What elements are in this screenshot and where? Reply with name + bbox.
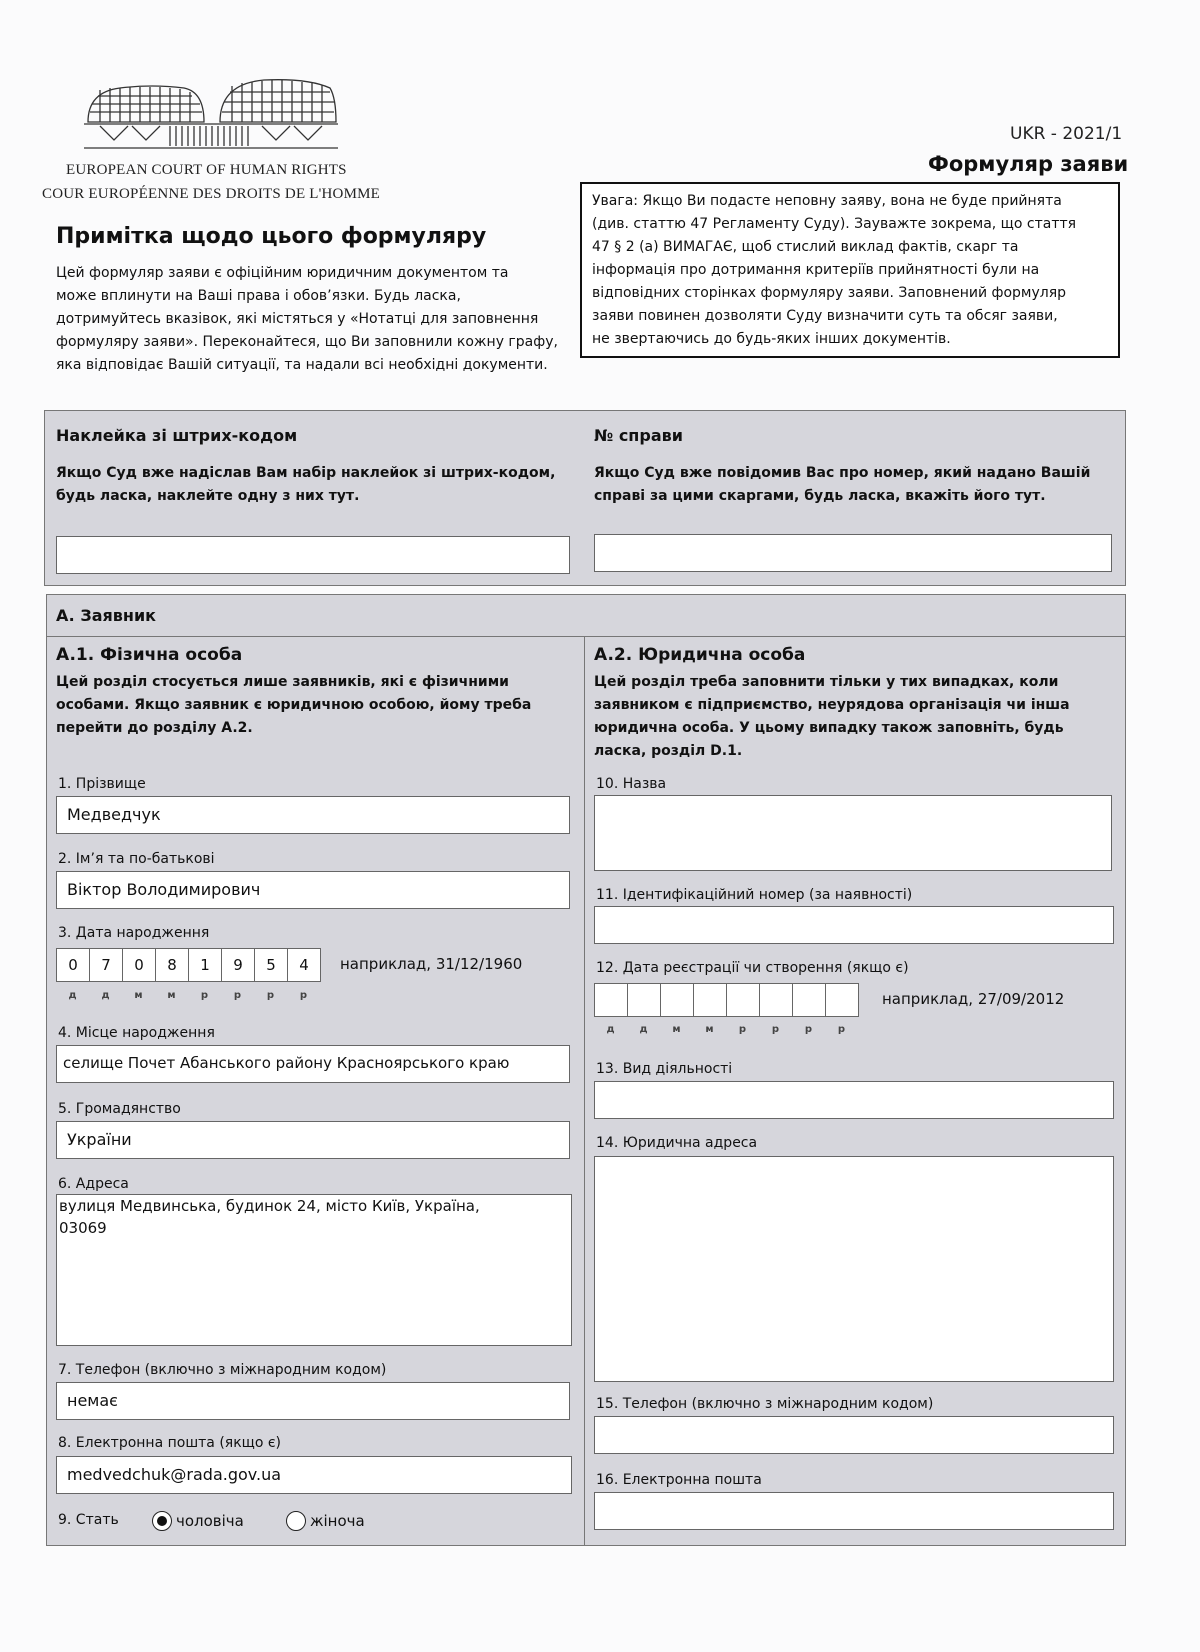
warning-line: 47 § 2 (a) ВИМАГАЄ, щоб стислий виклад фактів, скарг та: [592, 239, 1019, 255]
warning-line: не звертаючись до будь-яких інших документів.: [592, 331, 951, 347]
date-legend-letter: р: [233, 990, 242, 1001]
sex-male-option[interactable]: [152, 1510, 244, 1531]
date-legend-letter: м: [705, 1024, 714, 1035]
org-email-label: 16. Електронна пошта: [596, 1472, 762, 1488]
given-names-label: 2. Ім’я та по-батькові: [58, 851, 215, 867]
birth-date-digit[interactable]: 4: [287, 948, 321, 982]
org-date-digit[interactable]: [792, 983, 826, 1017]
birth-date-label: 3. Дата народження: [58, 925, 210, 941]
birth-date-boxes[interactable]: [56, 948, 320, 982]
sex-female-option[interactable]: [286, 1510, 365, 1531]
reg-address-field[interactable]: [594, 1156, 1114, 1382]
section-a-header-divider: [46, 636, 1126, 637]
section-a-title: A. Заявник: [56, 606, 157, 625]
address-line: вулиця Медвинська, будинок 24, місто Київ, Україна,: [59, 1197, 480, 1215]
org-date-digit[interactable]: [660, 983, 694, 1017]
radio-empty-icon[interactable]: [286, 1511, 306, 1531]
email-field[interactable]: [56, 1456, 572, 1494]
court-name-en: EUROPEAN COURT OF HUMAN RIGHTS: [66, 162, 347, 178]
phone-field[interactable]: [56, 1382, 570, 1420]
case-number-title: № справи: [594, 426, 683, 445]
phone-value: немає: [67, 1391, 118, 1410]
given-names-field[interactable]: [56, 871, 570, 909]
barcode-line: Якщо Суд вже надіслав Вам набір наклейок зі штрих-кодом,: [56, 465, 556, 481]
warning-line: відповідних сторінках формуляру заяви. Заповнений формуляр: [592, 285, 1067, 301]
org-date-digit[interactable]: [759, 983, 793, 1017]
date-legend-letter: р: [200, 990, 209, 1001]
org-phone-field[interactable]: [594, 1416, 1114, 1454]
address-label: 6. Адреса: [58, 1176, 129, 1192]
org-email-field[interactable]: [594, 1492, 1114, 1530]
date-legend-letter: р: [299, 990, 308, 1001]
birth-date-example: наприклад, 31/12/1960: [340, 955, 523, 973]
a2-text-line: заявником є підприємство, неурядова організація чи інша: [594, 697, 1070, 713]
date-legend-letter: м: [167, 990, 176, 1001]
birth-date-digit[interactable]: 8: [155, 948, 189, 982]
case-number-field[interactable]: [594, 534, 1112, 572]
date-legend-letter: д: [639, 1024, 648, 1035]
warning-line: (див. статтю 47 Регламенту Суду). Зауважте зокрема, що стаття: [592, 216, 1077, 232]
sex-female-label: жіноча: [310, 1511, 365, 1530]
date-legend-letter: м: [672, 1024, 681, 1035]
date-legend-letter: р: [771, 1024, 780, 1035]
barcode-text: [56, 462, 576, 508]
date-legend-letter: д: [606, 1024, 615, 1035]
note-title: Примітка щодо цього формуляру: [56, 224, 487, 249]
org-date-digit[interactable]: [726, 983, 760, 1017]
org-date-boxes[interactable]: [594, 983, 858, 1017]
org-date-digit[interactable]: [825, 983, 859, 1017]
org-date-digit[interactable]: [594, 983, 628, 1017]
sex-label: 9. Стать: [58, 1512, 119, 1528]
note-line: дотримуйтесь вказівок, які містяться у «Нотатці для заповнення: [56, 311, 539, 327]
nationality-field[interactable]: [56, 1121, 570, 1159]
note-line: яка відповідає Вашій ситуації, та надали всі необхідні документи.: [56, 357, 548, 373]
a2-title: A.2. Юридична особа: [594, 645, 806, 665]
note-line: може вплинути на Ваші права і обов’язки. Будь ласка,: [56, 288, 461, 304]
warning-line: інформація про дотримання критеріїв прийнятності були на: [592, 262, 1040, 278]
date-legend-letter: р: [837, 1024, 846, 1035]
address-field[interactable]: [56, 1194, 572, 1346]
a2-text: [594, 671, 1114, 763]
a1-text-line: перейти до розділу A.2.: [56, 720, 253, 736]
org-date-digit[interactable]: [693, 983, 727, 1017]
activity-field[interactable]: [594, 1081, 1114, 1119]
activity-label: 13. Вид діяльності: [596, 1061, 733, 1077]
address-line: 03069: [59, 1219, 107, 1237]
date-legend-letter: м: [134, 990, 143, 1001]
birth-date-digit[interactable]: 0: [56, 948, 90, 982]
birth-date-digit[interactable]: 9: [221, 948, 255, 982]
date-legend-letter: д: [101, 990, 110, 1001]
barcode-sticker-field[interactable]: [56, 536, 570, 574]
birth-date-digit[interactable]: 1: [188, 948, 222, 982]
org-id-field[interactable]: [594, 906, 1114, 944]
birth-date-digit[interactable]: 7: [89, 948, 123, 982]
a1-text: [56, 671, 576, 740]
birth-date-digit[interactable]: 5: [254, 948, 288, 982]
birth-place-value: селище Почет Абанського району Красноярського краю: [63, 1054, 510, 1072]
court-logo: [80, 74, 342, 154]
a1-text-line: особами. Якщо заявник є юридичною особою, йому треба: [56, 697, 532, 713]
radio-selected-icon[interactable]: [152, 1511, 172, 1531]
warning-line: Увага: Якщо Ви подасте неповну заяву, вона не буде прийнята: [592, 193, 1062, 209]
note-line: Цей формуляр заяви є офіційним юридичним документом та: [56, 265, 509, 281]
date-legend-letter: д: [68, 990, 77, 1001]
a2-text-line: юридична особа. У цьому випадку також заповніть, будь: [594, 720, 1064, 736]
org-name-field[interactable]: [594, 795, 1112, 871]
barcode-title: Наклейка зі штрих-кодом: [56, 426, 298, 445]
org-date-digit[interactable]: [627, 983, 661, 1017]
birth-date-digit[interactable]: 0: [122, 948, 156, 982]
section-a-column-divider: [584, 636, 585, 1546]
date-legend-letter: р: [738, 1024, 747, 1035]
surname-field[interactable]: [56, 796, 570, 834]
form-code: UKR - 2021/1: [1010, 124, 1123, 144]
warning-line: заяви повинен дозволяти Суду визначити суть та обсяг заяви,: [592, 308, 1058, 324]
court-name-fr: COUR EUROPÉENNE DES DROITS DE L'HOMME: [42, 186, 381, 202]
note-text: [56, 262, 576, 377]
a1-text-line: Цей розділ стосується лише заявників, які є фізичними: [56, 674, 509, 690]
barcode-line: будь ласка, наклейте одну з них тут.: [56, 488, 360, 504]
surname-value: Медведчук: [67, 805, 161, 824]
a2-text-line: Цей розділ треба заповнити тільки у тих випадках, коли: [594, 674, 1059, 690]
org-date-legend: [594, 1024, 858, 1035]
phone-label: 7. Телефон (включно з міжнародним кодом): [58, 1362, 387, 1378]
birth-date-legend: [56, 990, 320, 1001]
warning-box: [580, 182, 1120, 358]
birth-place-label: 4. Місце народження: [58, 1025, 215, 1041]
org-id-label: 11. Ідентифікаційний номер (за наявності): [596, 887, 913, 903]
org-date-label: 12. Дата реєстрації чи створення (якщо є): [596, 960, 909, 976]
a1-title: A.1. Фізична особа: [56, 645, 243, 665]
org-phone-label: 15. Телефон (включно з міжнародним кодом): [596, 1396, 934, 1412]
sex-male-label: чоловіча: [176, 1511, 244, 1530]
form-title: Формуляр заяви: [928, 152, 1129, 176]
email-label: 8. Електронна пошта (якщо є): [58, 1435, 282, 1451]
surname-label: 1. Прізвище: [58, 776, 146, 792]
org-name-label: 10. Назва: [596, 776, 667, 792]
email-value: medvedchuk@rada.gov.ua: [67, 1465, 282, 1484]
note-line: формуляру заяви». Переконайтеся, що Ви заповнили кожну графу,: [56, 334, 558, 350]
nationality-value: України: [67, 1130, 132, 1149]
org-date-example: наприклад, 27/09/2012: [882, 990, 1065, 1008]
case-number-line: справі за цими скаргами, будь ласка, вкажіть його тут.: [594, 488, 1046, 504]
given-names-value: Віктор Володимирович: [67, 880, 261, 899]
a2-text-line: ласка, розділ D.1.: [594, 743, 743, 759]
date-legend-letter: р: [804, 1024, 813, 1035]
reg-address-label: 14. Юридична адреса: [596, 1135, 758, 1151]
birth-place-field[interactable]: [56, 1045, 570, 1083]
date-legend-letter: р: [266, 990, 275, 1001]
nationality-label: 5. Громадянство: [58, 1101, 181, 1117]
case-number-text: [594, 462, 1114, 508]
case-number-line: Якщо Суд вже повідомив Вас про номер, який надано Вашій: [594, 465, 1091, 481]
